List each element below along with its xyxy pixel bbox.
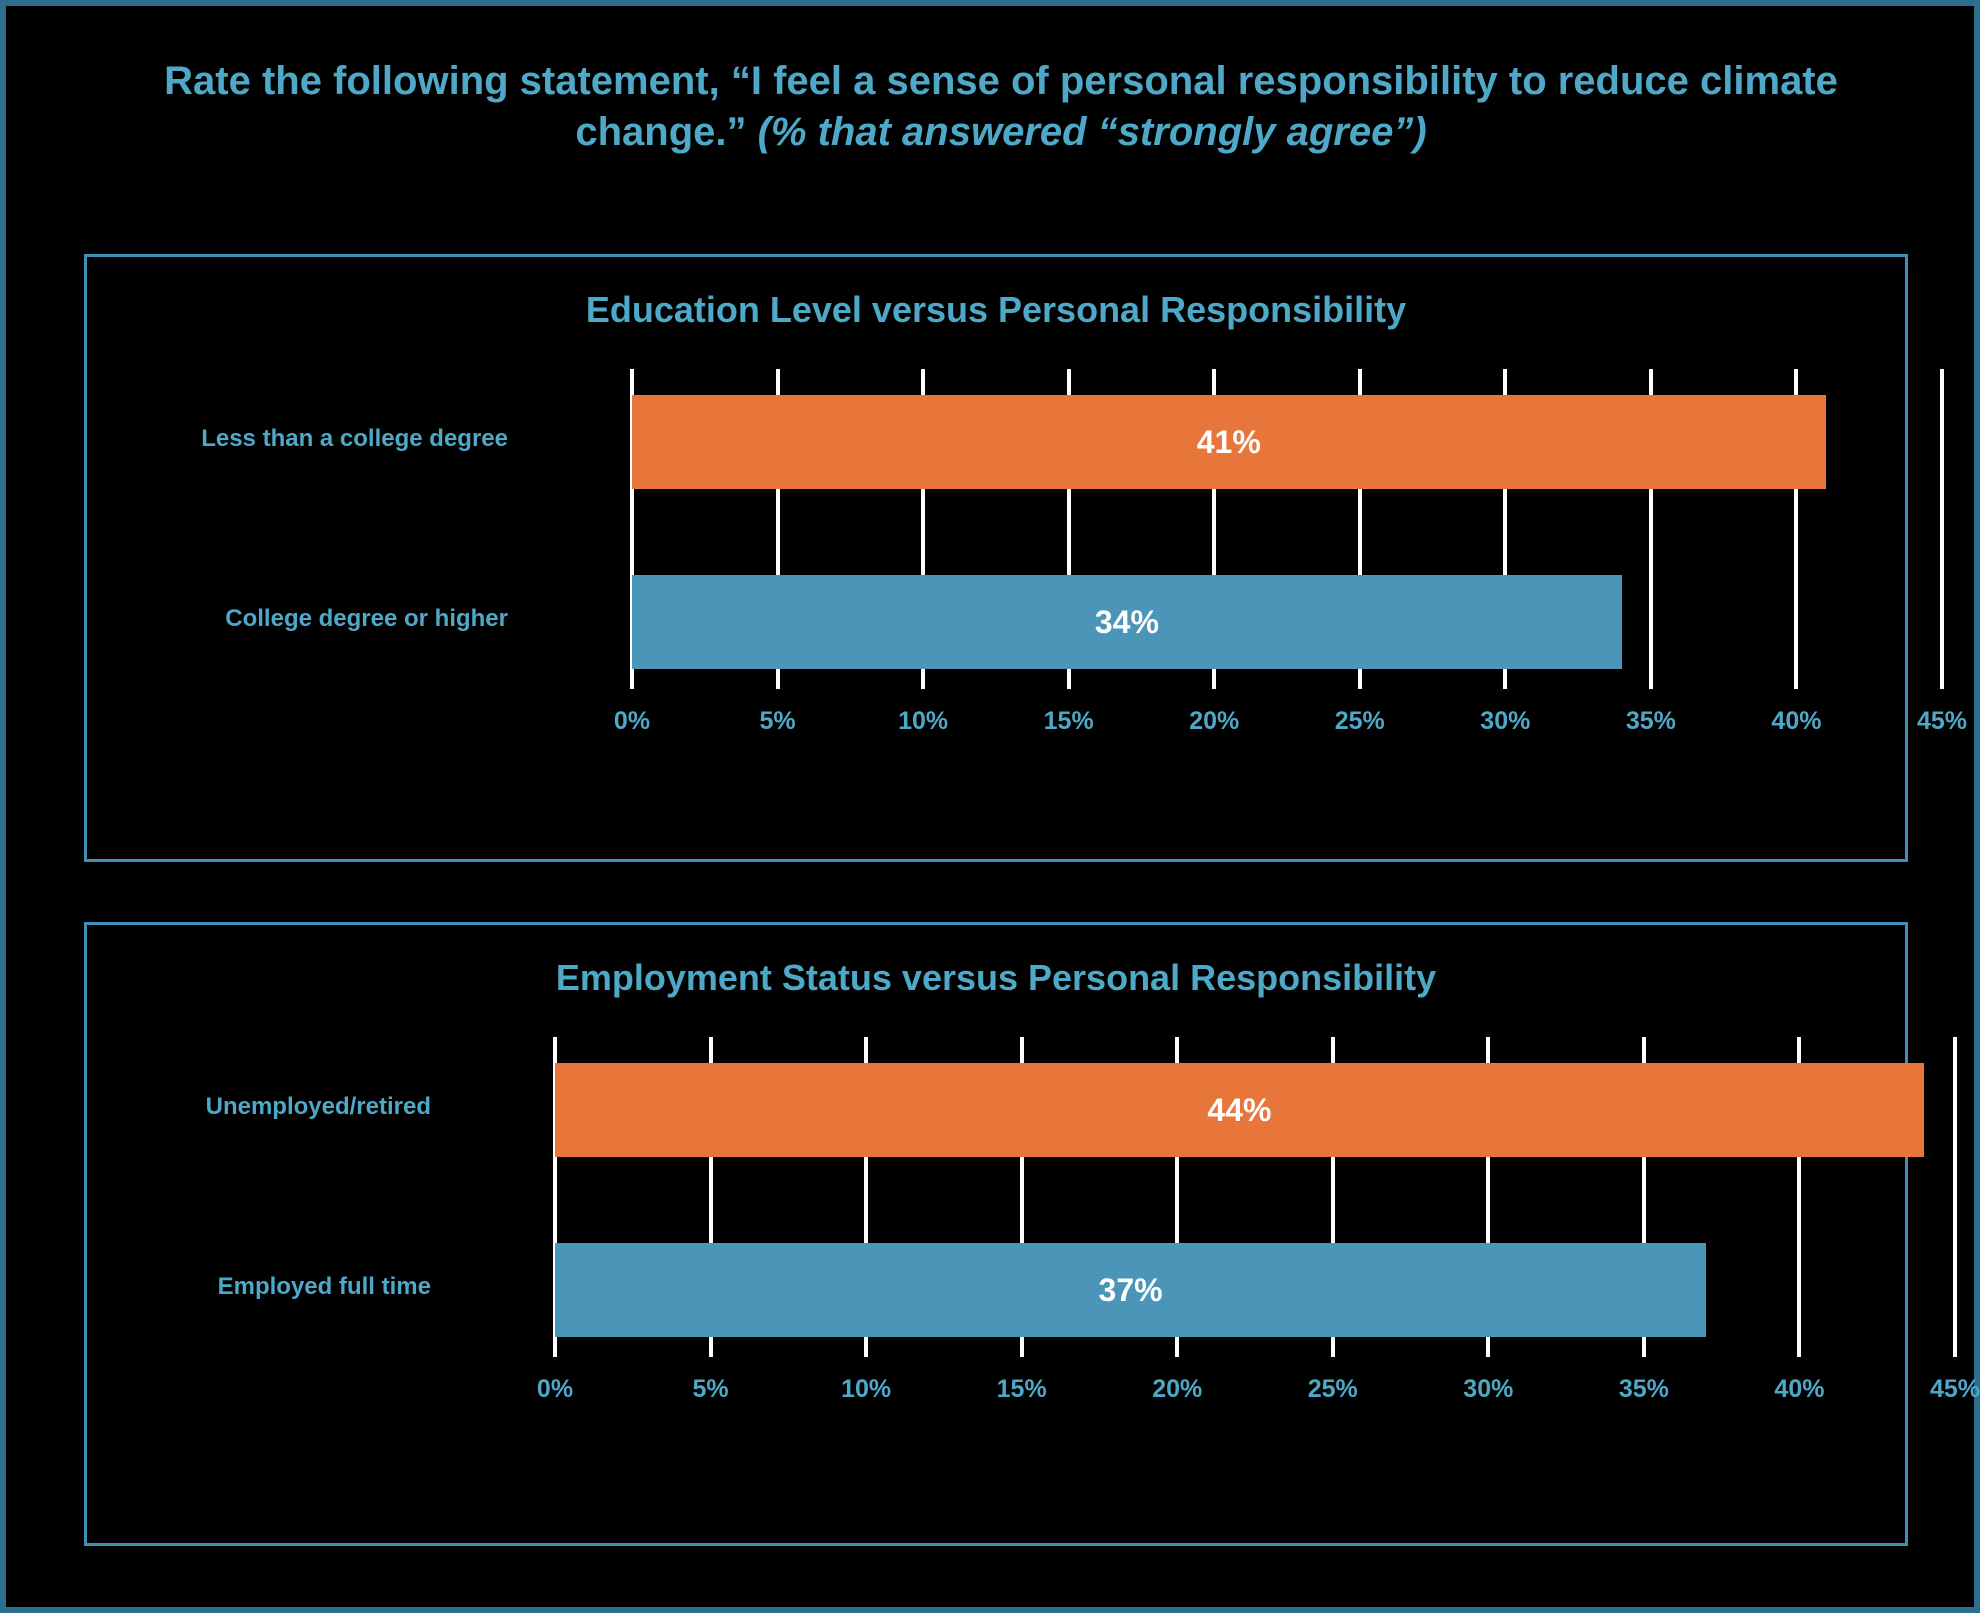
page-title-main: Rate the following statement, “I feel a sense of personal responsibility to reduce climate change.” xyxy=(164,59,1838,155)
category-label-education-0: Less than a college degree xyxy=(201,425,508,452)
x-tick-label: 45% xyxy=(1916,707,1968,735)
category-label-education-1: College degree or higher xyxy=(225,605,508,632)
x-tick-label: 25% xyxy=(1307,1375,1358,1403)
x-tick-label: 20% xyxy=(1189,707,1240,735)
bar-employment-0[interactable] xyxy=(555,1063,1924,1157)
plot-area-employment xyxy=(87,1037,1980,1477)
bar-value-label: 34% xyxy=(1094,603,1159,640)
x-tick-label: 30% xyxy=(1463,1375,1514,1403)
x-tick-label: 15% xyxy=(996,1375,1047,1403)
chart-title-employment: Employment Status versus Personal Responsibility xyxy=(555,957,1437,998)
x-tick-label: 0% xyxy=(613,707,651,735)
x-tick-label: 0% xyxy=(536,1375,574,1403)
x-tick-label: 45% xyxy=(1929,1375,1980,1403)
x-tick-label: 35% xyxy=(1618,1375,1669,1403)
x-tick-label: 20% xyxy=(1152,1375,1203,1403)
bar-education-0[interactable] xyxy=(632,395,1826,489)
x-tick-label: 30% xyxy=(1480,707,1531,735)
bar-value-label: 37% xyxy=(1098,1271,1163,1308)
x-tick-label: 35% xyxy=(1625,707,1676,735)
x-tick-label: 40% xyxy=(1771,707,1822,735)
x-tick-label: 15% xyxy=(1043,707,1094,735)
bar-education-1[interactable] xyxy=(632,575,1622,669)
x-axis-labels-education xyxy=(613,707,1968,747)
x-axis-labels-employment xyxy=(536,1375,1980,1415)
x-tick-label: 5% xyxy=(692,1375,729,1403)
category-label-employment-1: Employed full time xyxy=(217,1273,431,1300)
page-title-subnote: (% that answered “strongly agree”) xyxy=(757,110,1427,155)
chart-panel-education xyxy=(84,254,1968,862)
page-title xyxy=(106,56,1896,158)
gridline xyxy=(1953,1037,1957,1357)
bar-value-label: 41% xyxy=(1196,423,1261,460)
x-tick-label: 40% xyxy=(1774,1375,1825,1403)
x-tick-label: 10% xyxy=(841,1375,892,1403)
chart-title-education: Education Level versus Personal Responsibility xyxy=(585,289,1407,330)
bar-value-label: 44% xyxy=(1207,1091,1272,1128)
category-label-employment-0: Unemployed/retired xyxy=(205,1093,431,1120)
x-tick-label: 5% xyxy=(759,707,796,735)
gridline xyxy=(1940,369,1944,689)
x-tick-label: 10% xyxy=(898,707,949,735)
plot-area-education xyxy=(87,369,1968,809)
bar-employment-1[interactable] xyxy=(555,1243,1706,1337)
x-tick-label: 25% xyxy=(1334,707,1385,735)
chart-panel-employment xyxy=(84,922,1980,1546)
